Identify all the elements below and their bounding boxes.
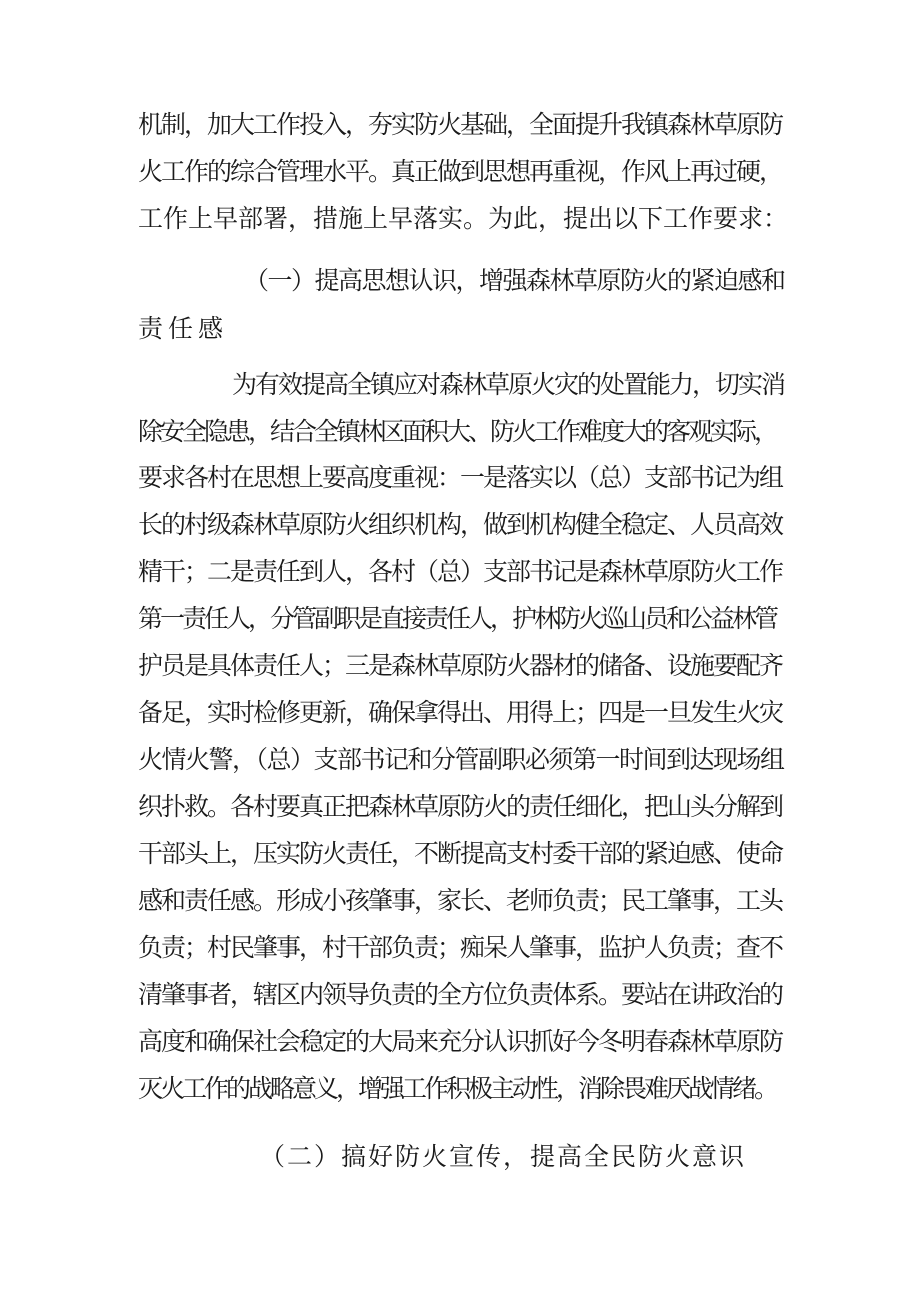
section-heading-2: （二）搞好防火宣传，提高全民防火意识 bbox=[260, 1142, 747, 1171]
body-line-3: 工作上早部署，措施上早落实。为此，提出以下工作要求： bbox=[138, 204, 789, 233]
body-line-15: 织扑救。各村要真正把森林草原防火的责任细化，把山头分解到 bbox=[138, 792, 783, 821]
body-line-21: 灭火工作的战略意义，增强工作积极主动性，消除畏难厌战情绪。 bbox=[138, 1074, 777, 1103]
section-heading-1-cont: 责任感 bbox=[138, 314, 229, 343]
body-line-19: 清肇事者，辖区内领导负责的全方位负责体系。要站在讲政治的 bbox=[138, 980, 783, 1009]
body-line-16: 干部头上，压实防火责任，不断提高支村委干部的紧迫感、使命 bbox=[138, 839, 783, 868]
body-line-2: 火工作的综合管理水平。真正做到思想再重视，作风上再过硬， bbox=[138, 157, 783, 186]
section-heading-1: （一）提高思想认识，增强森林草原防火的紧迫感和 bbox=[244, 266, 785, 295]
body-line-10: 精干；二是责任到人，各村（总）支部书记是森林草原防火工作 bbox=[138, 557, 783, 586]
body-line-1: 机制，加大工作投入，夯实防火基础，全面提升我镇森林草原防 bbox=[138, 110, 783, 139]
body-line-14: 火情火警，（总）支部书记和分管副职必须第一时间到达现场组 bbox=[138, 745, 784, 774]
body-line-17: 感和责任感。形成小孩肇事，家长、老师负责；民工肇事，工头 bbox=[138, 886, 783, 915]
body-line-12: 护员是具体责任人；三是森林草原防火器材的储备、设施要配齐 bbox=[138, 651, 783, 680]
body-line-13: 备足，实时检修更新，确保拿得出、用得上；四是一旦发生火灾 bbox=[138, 698, 783, 727]
body-line-20: 高度和确保社会稳定的大局来充分认识抓好今冬明春森林草原防 bbox=[138, 1027, 783, 1056]
body-line-11: 第一责任人，分管副职是直接责任人，护林防火巡山员和公益林管 bbox=[138, 604, 777, 633]
body-line-6: 为有效提高全镇应对森林草原火灾的处置能力，切实消 bbox=[232, 370, 785, 399]
body-line-9: 长的村级森林草原防火组织机构，做到机构健全稳定、人员高效 bbox=[138, 510, 783, 539]
body-line-8: 要求各村在思想上要高度重视：一是落实以（总）支部书记为组 bbox=[138, 463, 783, 492]
body-line-7: 除安全隐患，结合全镇林区面积大、防火工作难度大的客观实际， bbox=[138, 417, 777, 446]
body-line-18: 负责；村民肇事，村干部负责；痴呆人肇事，监护人负责；查不 bbox=[138, 933, 783, 962]
